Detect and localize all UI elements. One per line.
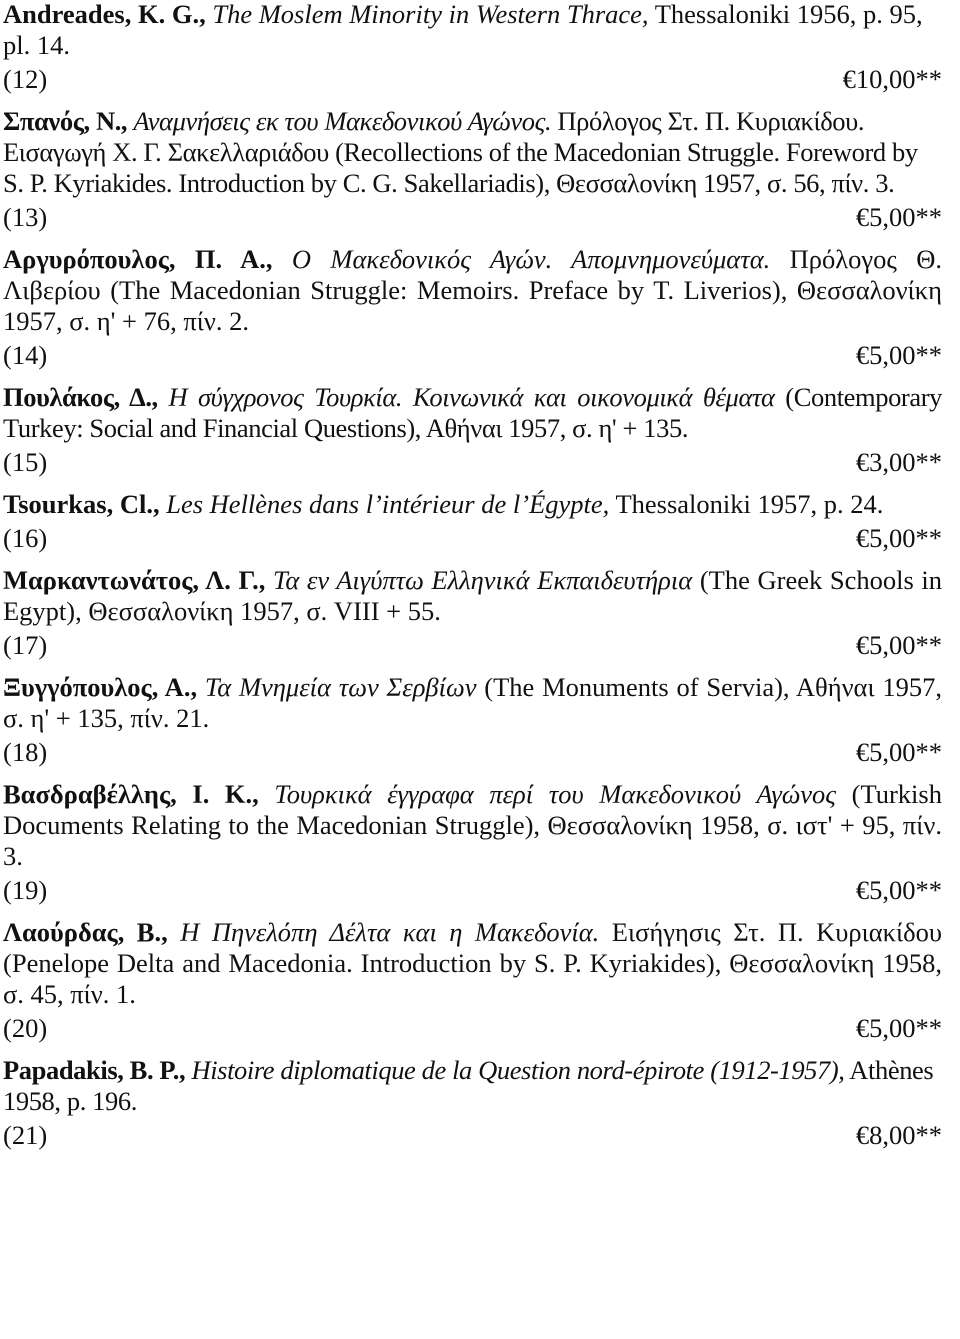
entry-number: (17)	[3, 630, 48, 660]
entry-price-row	[3, 340, 942, 371]
entry-citation	[3, 565, 942, 627]
entry-title: Τα Μνημεία των Σερβίων	[204, 672, 477, 702]
entry-details: Πρόλογος Στ. Π. Κυριακίδου. Εισαγωγή Χ. Γ. Σακελλαριάδου (Recollections of the Macedonian Struggle. Foreword by S. P. Kyriakides. Introduction by C. G. Sakellariadis), Θεσσαλονίκη 1957, σ. 56, πίν. 3.	[3, 106, 918, 198]
entry-author: Μαρκαντωνάτος, Λ. Γ.,	[3, 565, 266, 595]
entry-author: Σπανός, Ν.,	[3, 106, 128, 136]
entry-title: Τουρκικά έγγραφα περί του Μακεδονικού Αγώνος	[274, 779, 837, 809]
entry-number: (16)	[3, 523, 48, 553]
entry-author: Λαούρδας, Β.,	[3, 917, 168, 947]
catalog-entry	[3, 0, 942, 95]
entry-price-row	[3, 202, 942, 233]
entry-details: Thessaloniki 1957, p. 24.	[615, 489, 884, 519]
entry-price: €5,00**	[855, 630, 942, 660]
entry-details: Thessaloniki 1956, p. 95, pl. 14.	[3, 0, 923, 60]
entry-price-row	[3, 737, 942, 768]
entry-price-row	[3, 1120, 942, 1151]
entry-number: (21)	[3, 1120, 48, 1150]
entry-price-row	[3, 523, 942, 554]
entry-price-row	[3, 64, 942, 95]
catalog-entry	[3, 917, 942, 1044]
entry-details: (The Monuments of Servia), Αθήναι 1957, σ. η' + 135, πίν. 21.	[3, 672, 943, 733]
entry-citation	[3, 244, 942, 337]
entry-number: (19)	[3, 875, 48, 905]
entry-details: Πρόλογος Θ. Λιβερίου (The Macedonian Struggle: Memoirs. Preface by T. Liverios), Θεσσαλονίκη 1957, σ. η' + 76, πίν. 2.	[3, 244, 942, 336]
entry-price: €5,00**	[855, 340, 942, 370]
entry-price-row	[3, 875, 942, 906]
entry-author: Tsourkas, Cl.,	[3, 489, 160, 519]
entry-title: The Moslem Minority in Western Thrace,	[212, 0, 649, 29]
entry-title: Les Hellènes dans l’intérieur de l’Égypte,	[166, 489, 610, 519]
entry-citation	[3, 106, 942, 199]
entry-author: Αργυρόπουλος, Π. Α.,	[3, 244, 273, 274]
entry-price-row	[3, 447, 942, 478]
entry-citation	[3, 382, 942, 444]
entry-price: €5,00**	[855, 1013, 942, 1043]
entry-price: €5,00**	[855, 737, 942, 767]
entry-author: Papadakis, B. P.,	[3, 1055, 186, 1085]
entry-author: Βασδραβέλλης, Ι. Κ.,	[3, 779, 259, 809]
entry-author: Ξυγγόπουλος, Α.,	[3, 672, 198, 702]
entry-number: (15)	[3, 447, 48, 477]
entry-title: Η Πηνελόπη Δέλτα και η Μακεδονία.	[180, 917, 600, 947]
entry-title: Η σύγχρονος Τουρκία. Κοινωνικά και οικονομικά θέματα	[168, 382, 775, 412]
entry-citation	[3, 489, 942, 520]
entry-price-row	[3, 630, 942, 661]
entry-price: €5,00**	[855, 875, 942, 905]
entry-details: (Turkish Documents Relating to the Macedonian Struggle), Θεσσαλονίκη 1958, σ. ιστ' + 95, πίν. 3.	[3, 779, 942, 871]
entry-number: (18)	[3, 737, 48, 767]
entry-price: €3,00**	[855, 447, 942, 477]
catalog-entry	[3, 106, 942, 233]
entry-author: Πουλάκος, Δ.,	[3, 382, 158, 412]
entry-author: Andreades, K. G.,	[3, 0, 206, 29]
catalog-entry	[3, 565, 942, 661]
entry-citation	[3, 917, 942, 1010]
entry-price: €5,00**	[855, 523, 942, 553]
catalog-entry	[3, 489, 942, 554]
entry-title: Τα εν Αιγύπτω Ελληνικά Εκπαιδευτήρια	[273, 565, 693, 595]
entry-citation	[3, 0, 942, 61]
entry-details: Athènes 1958, p. 196.	[3, 1055, 934, 1116]
catalog-entry	[3, 244, 942, 371]
entry-price-row	[3, 1013, 942, 1044]
entry-number: (13)	[3, 202, 48, 232]
catalog-entry	[3, 672, 942, 768]
entry-details: (The Greek Schools in Egypt), Θεσσαλονίκη 1957, σ. VIII + 55.	[3, 565, 943, 626]
entry-details: Εισήγησις Στ. Π. Κυριακίδου (Penelope Delta and Macedonia. Introduction by S. P. Kyriakides), Θεσσαλονίκη 1958, σ. 45, πίν. 1.	[3, 917, 942, 1009]
entry-citation	[3, 1055, 942, 1117]
entry-citation	[3, 779, 942, 872]
entry-price: €10,00**	[842, 64, 942, 94]
entry-number: (12)	[3, 64, 48, 94]
entry-title: Αναμνήσεις εκ του Μακεδονικού Αγώνος.	[133, 106, 552, 136]
entry-price: €5,00**	[855, 202, 942, 232]
catalog-entry	[3, 1055, 942, 1151]
entry-number: (14)	[3, 340, 48, 370]
entry-number: (20)	[3, 1013, 48, 1043]
catalog-entry	[3, 779, 942, 906]
catalog-entry	[3, 382, 942, 478]
entry-details: (Contemporary Turkey: Social and Financial Questions), Αθήναι 1957, σ. η' + 135.	[3, 382, 942, 443]
entry-title: Ο Μακεδονικός Αγών. Απομνημονεύματα.	[291, 244, 771, 274]
entry-citation	[3, 672, 942, 734]
entry-price: €8,00**	[855, 1120, 942, 1150]
entry-title: Histoire diplomatique de la Question nord-épirote (1912-1957),	[191, 1055, 845, 1085]
